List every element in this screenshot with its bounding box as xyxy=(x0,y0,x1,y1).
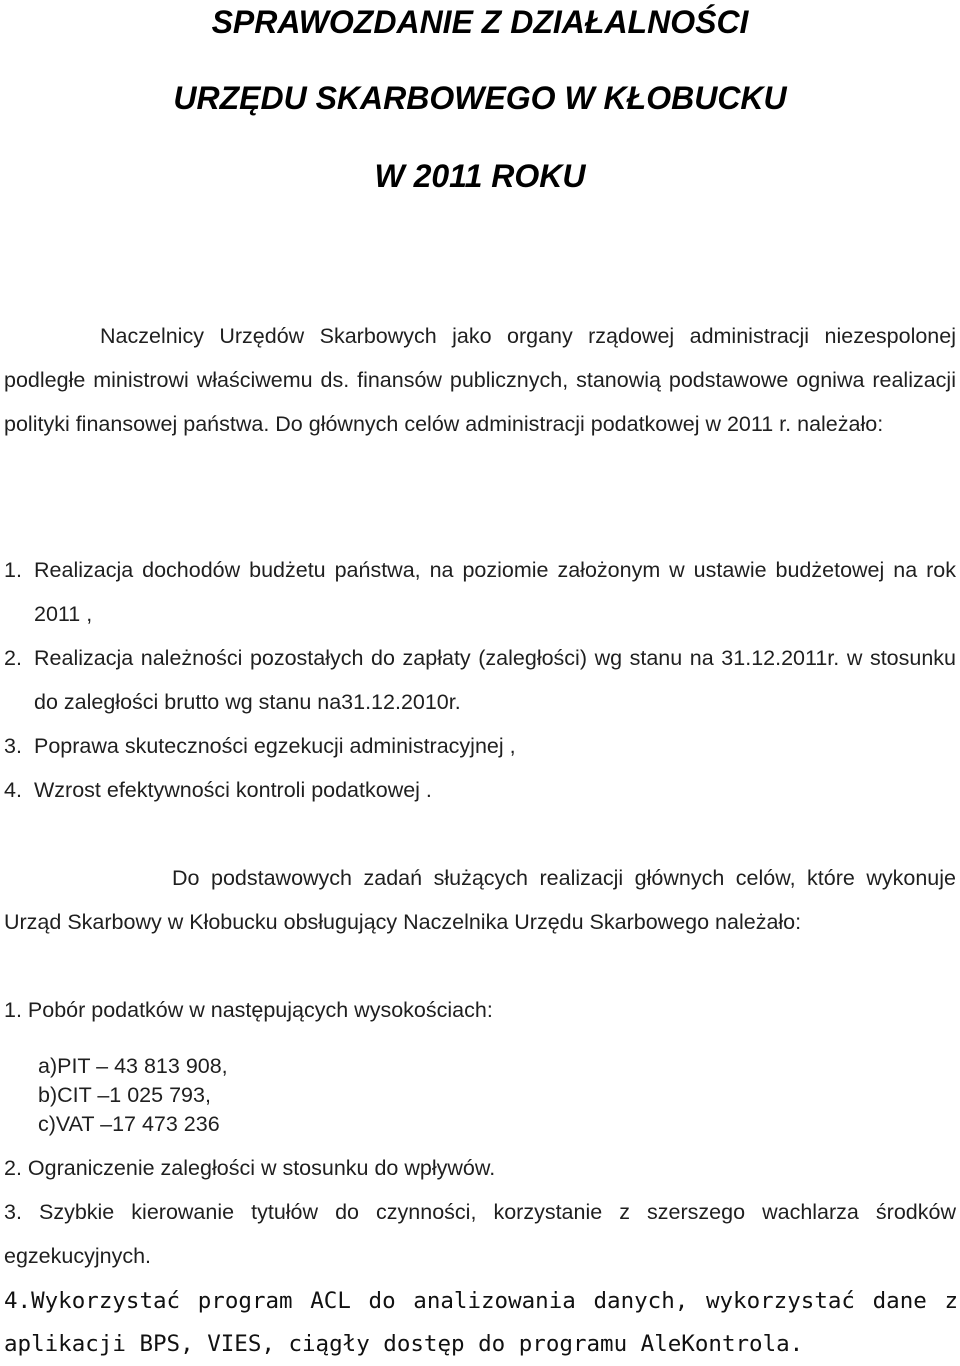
goal-number: 1. xyxy=(4,558,22,582)
tax-pit: a)PIT – 43 813 908, xyxy=(38,1054,228,1078)
tax-cit: b)CIT –1 025 793, xyxy=(38,1083,211,1107)
goal-text: Wzrost efektywności kontroli podatkowej . xyxy=(34,778,432,802)
goal-text: Poprawa skuteczności egzekucji administracyjnej , xyxy=(34,734,516,758)
goal-item xyxy=(4,768,956,812)
goal-number: 4. xyxy=(4,778,22,802)
goal-number: 3. xyxy=(4,734,22,758)
title-line-3: W 2011 ROKU xyxy=(374,158,586,194)
goal-item xyxy=(4,724,956,768)
title-line-1: SPRAWOZDANIE Z DZIAŁALNOŚCI xyxy=(211,4,749,40)
goal-text: Realizacja należności pozostałych do zapłaty (zaległości) wg stanu na 31.12.2011r. w stosunku do zaległości brutto wg stanu na31.12.2010r. xyxy=(34,646,956,714)
intro-paragraph: Naczelnicy Urzędów Skarbowych jako organy rządowej administracji niezespolonej podległe ministrowi właściwemu ds. finansów publicznych, stanowią podstawowe ogniwa realizacji polityki finansowej państwa. Do głównych celów administracji podatkowej w 2011 r. należało: xyxy=(4,324,956,436)
tasks-intro-paragraph: Do podstawowych zadań służących realizacji głównych celów, które wykonuje Urząd Skarbowy w Kłobucku obsługujący Naczelnika Urzędu Skarbowego należało: xyxy=(4,866,956,934)
tax-vat: c)VAT –17 473 236 xyxy=(38,1112,220,1136)
task-2: 2. Ograniczenie zaległości w stosunku do wpływów. xyxy=(4,1156,496,1180)
goal-number: 2. xyxy=(4,646,22,670)
task-4: 4.Wykorzystać program ACL do analizowania danych, wykorzystać dane z aplikacji BPS, VIES, ciągły dostęp do programu AleKontrola. xyxy=(4,1288,958,1357)
task-1: 1. Pobór podatków w następujących wysokościach: xyxy=(4,998,493,1022)
title-line-2: URZĘDU SKARBOWEGO W KŁOBUCKU xyxy=(173,80,787,116)
goal-text: Realizacja dochodów budżetu państwa, na poziomie założonym w ustawie budżetowej na rok 2011 , xyxy=(34,558,956,626)
tax-amounts-list xyxy=(38,1052,228,1139)
goal-item xyxy=(4,548,956,636)
task-3: 3. Szybkie kierowanie tytułów do czynności, korzystanie z szerszego wachlarza środków egzekucyjnych. xyxy=(4,1200,956,1268)
goals-list xyxy=(4,548,956,812)
goal-item xyxy=(4,636,956,724)
